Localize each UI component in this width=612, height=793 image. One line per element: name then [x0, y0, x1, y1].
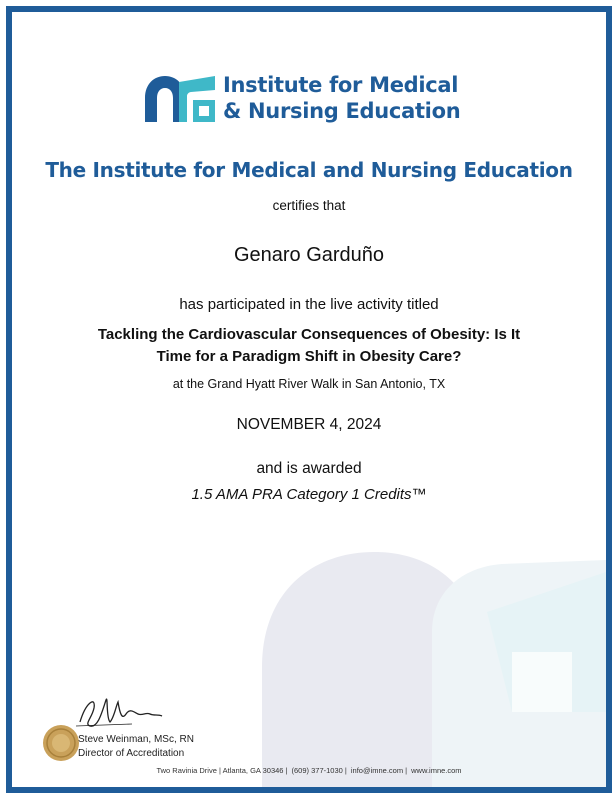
certificate-frame	[6, 6, 612, 793]
activity-date: NOVEMBER 4, 2024	[236, 416, 382, 433]
signature-icon	[72, 692, 172, 732]
footer-email-link[interactable]: info@imne.com	[350, 766, 404, 775]
organization-title: The Institute for Medical and Nursing Education	[45, 158, 573, 182]
credits-awarded: 1.5 AMA PRA Category 1 Credits™	[191, 486, 427, 503]
activity-location: at the Grand Hyatt River Walk in San Antonio, TX	[172, 377, 446, 391]
activity-title-line-1: Tackling the Cardiovascular Consequences of Obesity: Is It	[97, 326, 521, 343]
footer-address: Two Ravinia Drive | Atlanta, GA 30346	[156, 766, 284, 775]
logo-wordmark	[223, 72, 460, 124]
certifies-text: certifies that	[272, 198, 346, 213]
recipient-name: Genaro Garduño	[233, 244, 385, 266]
participation-text: has participated in the live activity titled	[179, 296, 439, 313]
signatory-role: Director of Accreditation	[78, 748, 185, 759]
logo-line-2: & Nursing Education	[223, 99, 461, 123]
awarded-text: and is awarded	[256, 460, 362, 477]
activity-title-line-2: Time for a Paradigm Shift in Obesity Care?	[156, 348, 462, 365]
footer-contact: Two Ravinia Drive | Atlanta, GA 30346 | (609) 377-1030 | info@imne.com | www.imne.com	[156, 766, 462, 775]
accreditation-seal-icon	[42, 724, 80, 762]
imne-logo-icon	[145, 76, 215, 122]
signatory-name: Steve Weinman, MSc, RN	[78, 734, 194, 745]
footer-website-link[interactable]: www.imne.com	[411, 766, 462, 775]
activity-title	[12, 324, 606, 368]
logo-line-1: Institute for Medical	[223, 73, 459, 97]
footer-phone: (609) 377-1030	[291, 766, 343, 775]
imne-logo	[145, 68, 505, 138]
